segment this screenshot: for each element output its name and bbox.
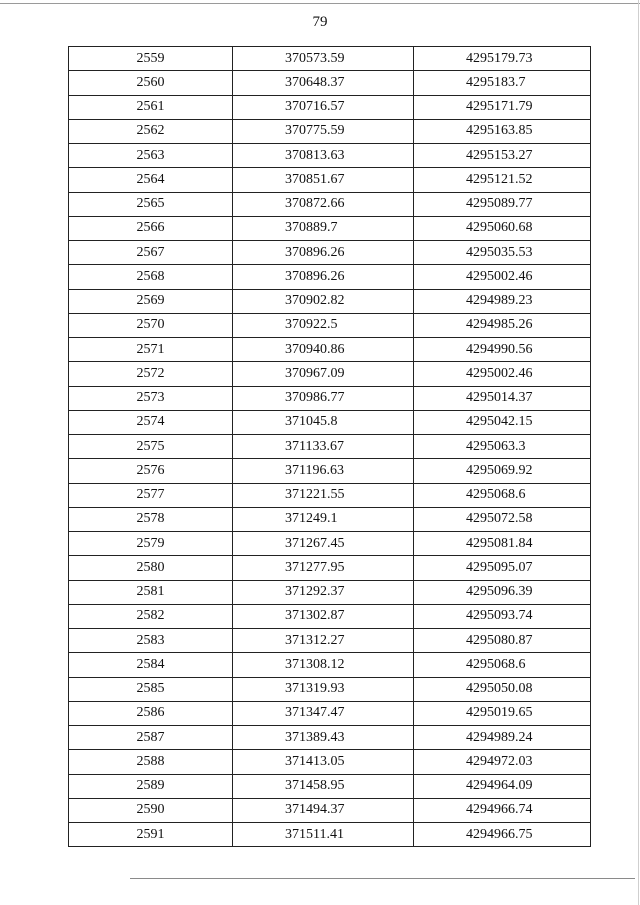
- table-row: [69, 556, 591, 580]
- point-number-cell: 2572: [69, 362, 233, 386]
- point-number-cell: 2575: [69, 435, 233, 459]
- right-edge-rule: [638, 0, 639, 905]
- y-coordinate-cell: 4294966.75: [414, 823, 591, 847]
- table-row: [69, 435, 591, 459]
- x-coordinate-cell: 371221.55: [233, 483, 414, 507]
- point-number-cell: 2579: [69, 532, 233, 556]
- coordinates-table-body: [69, 47, 591, 847]
- top-edge-rule: [0, 3, 640, 4]
- y-coordinate-cell: 4295121.52: [414, 168, 591, 192]
- y-coordinate-cell: 4294989.24: [414, 726, 591, 750]
- x-coordinate-cell: 371347.47: [233, 701, 414, 725]
- table-row: [69, 386, 591, 410]
- x-coordinate-cell: 370813.63: [233, 144, 414, 168]
- y-coordinate-cell: 4295069.92: [414, 459, 591, 483]
- table-row: [69, 410, 591, 434]
- point-number-cell: 2560: [69, 71, 233, 95]
- point-number-cell: 2563: [69, 144, 233, 168]
- table-row: [69, 265, 591, 289]
- y-coordinate-cell: 4294964.09: [414, 774, 591, 798]
- table-row: [69, 338, 591, 362]
- y-coordinate-cell: 4295042.15: [414, 410, 591, 434]
- x-coordinate-cell: 371458.95: [233, 774, 414, 798]
- table-row: [69, 580, 591, 604]
- y-coordinate-cell: 4294985.26: [414, 313, 591, 337]
- x-coordinate-cell: 370851.67: [233, 168, 414, 192]
- point-number-cell: 2591: [69, 823, 233, 847]
- table-row: [69, 71, 591, 95]
- table-row: [69, 362, 591, 386]
- y-coordinate-cell: 4294989.23: [414, 289, 591, 313]
- x-coordinate-cell: 370648.37: [233, 71, 414, 95]
- point-number-cell: 2562: [69, 119, 233, 143]
- y-coordinate-cell: 4295014.37: [414, 386, 591, 410]
- y-coordinate-cell: 4295163.85: [414, 119, 591, 143]
- y-coordinate-cell: 4295002.46: [414, 265, 591, 289]
- y-coordinate-cell: 4294966.74: [414, 798, 591, 822]
- x-coordinate-cell: 370775.59: [233, 119, 414, 143]
- x-coordinate-cell: 370896.26: [233, 265, 414, 289]
- table-row: [69, 653, 591, 677]
- table-row: [69, 144, 591, 168]
- y-coordinate-cell: 4294990.56: [414, 338, 591, 362]
- y-coordinate-cell: 4295081.84: [414, 532, 591, 556]
- table-row: [69, 119, 591, 143]
- table-row: [69, 483, 591, 507]
- point-number-cell: 2559: [69, 47, 233, 71]
- point-number-cell: 2566: [69, 216, 233, 240]
- table-row: [69, 774, 591, 798]
- table-row: [69, 313, 591, 337]
- x-coordinate-cell: 370902.82: [233, 289, 414, 313]
- point-number-cell: 2580: [69, 556, 233, 580]
- y-coordinate-cell: 4295080.87: [414, 629, 591, 653]
- y-coordinate-cell: 4294972.03: [414, 750, 591, 774]
- y-coordinate-cell: 4295072.58: [414, 507, 591, 531]
- x-coordinate-cell: 371277.95: [233, 556, 414, 580]
- y-coordinate-cell: 4295002.46: [414, 362, 591, 386]
- page-number: 79: [312, 14, 328, 30]
- y-coordinate-cell: 4295063.3: [414, 435, 591, 459]
- table-row: [69, 192, 591, 216]
- x-coordinate-cell: 371312.27: [233, 629, 414, 653]
- point-number-cell: 2561: [69, 95, 233, 119]
- point-number-cell: 2585: [69, 677, 233, 701]
- table-row: [69, 241, 591, 265]
- x-coordinate-cell: 371249.1: [233, 507, 414, 531]
- y-coordinate-cell: 4295153.27: [414, 144, 591, 168]
- table-row: [69, 604, 591, 628]
- point-number-cell: 2571: [69, 338, 233, 362]
- bottom-edge-rule: [130, 878, 635, 879]
- x-coordinate-cell: 370896.26: [233, 241, 414, 265]
- y-coordinate-cell: 4295068.6: [414, 483, 591, 507]
- table-row: [69, 532, 591, 556]
- table-row: [69, 798, 591, 822]
- point-number-cell: 2584: [69, 653, 233, 677]
- y-coordinate-cell: 4295089.77: [414, 192, 591, 216]
- table-row: [69, 701, 591, 725]
- y-coordinate-cell: 4295093.74: [414, 604, 591, 628]
- point-number-cell: 2573: [69, 386, 233, 410]
- point-number-cell: 2581: [69, 580, 233, 604]
- x-coordinate-cell: 370922.5: [233, 313, 414, 337]
- y-coordinate-cell: 4295171.79: [414, 95, 591, 119]
- point-number-cell: 2589: [69, 774, 233, 798]
- x-coordinate-cell: 371308.12: [233, 653, 414, 677]
- x-coordinate-cell: 371133.67: [233, 435, 414, 459]
- y-coordinate-cell: 4295096.39: [414, 580, 591, 604]
- table-row: [69, 47, 591, 71]
- point-number-cell: 2578: [69, 507, 233, 531]
- table-row: [69, 459, 591, 483]
- table-row: [69, 289, 591, 313]
- x-coordinate-cell: 370872.66: [233, 192, 414, 216]
- point-number-cell: 2574: [69, 410, 233, 434]
- x-coordinate-cell: 370573.59: [233, 47, 414, 71]
- coordinates-table: [68, 46, 591, 847]
- x-coordinate-cell: 370889.7: [233, 216, 414, 240]
- point-number-cell: 2576: [69, 459, 233, 483]
- y-coordinate-cell: 4295050.08: [414, 677, 591, 701]
- x-coordinate-cell: 370940.86: [233, 338, 414, 362]
- x-coordinate-cell: 371045.8: [233, 410, 414, 434]
- x-coordinate-cell: 371494.37: [233, 798, 414, 822]
- table-row: [69, 677, 591, 701]
- table-row: [69, 629, 591, 653]
- table-row: [69, 823, 591, 847]
- point-number-cell: 2565: [69, 192, 233, 216]
- x-coordinate-cell: 370986.77: [233, 386, 414, 410]
- point-number-cell: 2583: [69, 629, 233, 653]
- point-number-cell: 2567: [69, 241, 233, 265]
- point-number-cell: 2568: [69, 265, 233, 289]
- y-coordinate-cell: 4295019.65: [414, 701, 591, 725]
- y-coordinate-cell: 4295095.07: [414, 556, 591, 580]
- table-row: [69, 507, 591, 531]
- x-coordinate-cell: 371511.41: [233, 823, 414, 847]
- x-coordinate-cell: 371196.63: [233, 459, 414, 483]
- y-coordinate-cell: 4295060.68: [414, 216, 591, 240]
- table-row: [69, 216, 591, 240]
- x-coordinate-cell: 371389.43: [233, 726, 414, 750]
- table-row: [69, 726, 591, 750]
- table-row: [69, 168, 591, 192]
- point-number-cell: 2587: [69, 726, 233, 750]
- point-number-cell: 2588: [69, 750, 233, 774]
- table-row: [69, 95, 591, 119]
- y-coordinate-cell: 4295183.7: [414, 71, 591, 95]
- x-coordinate-cell: 371267.45: [233, 532, 414, 556]
- table-row: [69, 750, 591, 774]
- point-number-cell: 2577: [69, 483, 233, 507]
- y-coordinate-cell: 4295179.73: [414, 47, 591, 71]
- point-number-cell: 2570: [69, 313, 233, 337]
- point-number-cell: 2569: [69, 289, 233, 313]
- point-number-cell: 2582: [69, 604, 233, 628]
- x-coordinate-cell: 371413.05: [233, 750, 414, 774]
- point-number-cell: 2586: [69, 701, 233, 725]
- x-coordinate-cell: 370967.09: [233, 362, 414, 386]
- x-coordinate-cell: 371292.37: [233, 580, 414, 604]
- x-coordinate-cell: 371302.87: [233, 604, 414, 628]
- x-coordinate-cell: 371319.93: [233, 677, 414, 701]
- point-number-cell: 2564: [69, 168, 233, 192]
- y-coordinate-cell: 4295035.53: [414, 241, 591, 265]
- y-coordinate-cell: 4295068.6: [414, 653, 591, 677]
- point-number-cell: 2590: [69, 798, 233, 822]
- x-coordinate-cell: 370716.57: [233, 95, 414, 119]
